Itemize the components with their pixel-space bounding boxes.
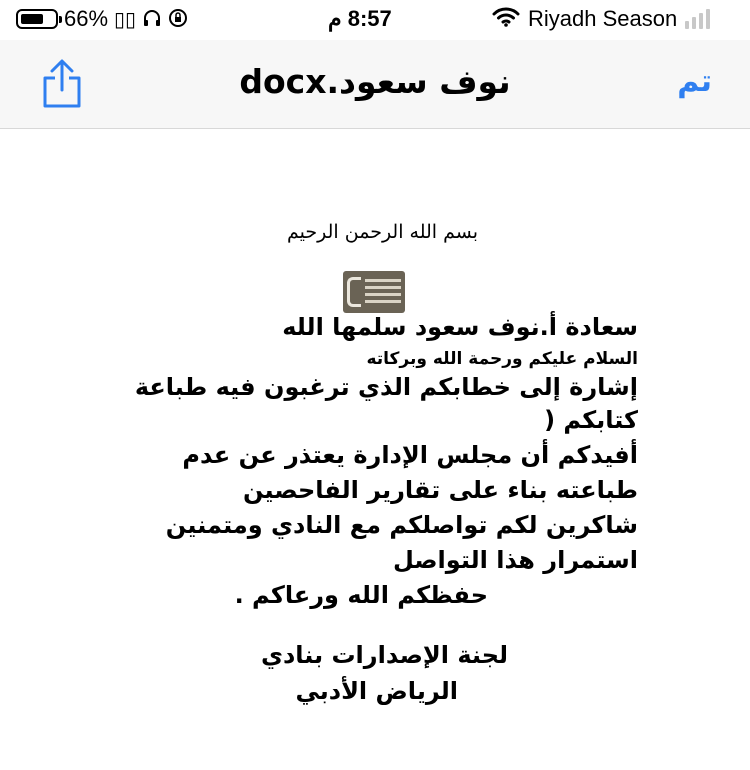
status-right	[492, 6, 710, 32]
headphones-icon	[142, 8, 162, 31]
document-view[interactable]	[0, 129, 750, 770]
closing-line: حفظكم الله ورعاكم .	[234, 581, 488, 609]
basmala-line: بسم الله الرحمن الرحيم	[287, 221, 478, 243]
greeting-line: السلام عليكم ورحمة الله وبركاته	[366, 349, 638, 369]
charging-lock-icon: ▯▯	[114, 7, 137, 31]
status-left	[16, 6, 188, 32]
body-line: شاكرين لكم تواصلكم مع النادي ومتمنين	[165, 511, 638, 539]
share-icon	[40, 58, 84, 110]
body-line: أفيدكم أن مجلس الإدارة يعتذر عن عدم	[182, 441, 638, 469]
body-line: إشارة إلى خطابكم الذي ترغبون فيه طباعة	[134, 373, 638, 401]
body-line: استمرار هذا التواصل	[392, 546, 638, 574]
orientation-lock-icon	[168, 8, 188, 31]
signature-line: لجنة الإصدارات بنادي	[260, 641, 508, 669]
nav-bar	[0, 40, 750, 129]
carrier-name: Riyadh Season	[528, 6, 678, 31]
body-line: كتابكم (	[544, 406, 638, 434]
done-button[interactable]: تم	[677, 64, 712, 99]
document-title: نوف سعود.docx	[239, 62, 511, 101]
signal-bars-icon	[685, 9, 710, 29]
body-line: طباعته بناء على تقارير الفاحصين	[242, 476, 638, 504]
battery-percent: 66%	[64, 6, 109, 31]
literary-club-logo-icon	[343, 271, 405, 313]
wifi-icon	[492, 7, 520, 31]
status-time: 8:57 م	[328, 6, 392, 31]
redaction-box	[404, 404, 494, 432]
share-button[interactable]	[40, 58, 84, 110]
status-bar	[0, 0, 750, 40]
salutation-line: سعادة أ.نوف سعود سلمها الله	[282, 313, 638, 341]
battery-icon	[16, 9, 58, 29]
signature-line: الرياض الأدبي	[295, 677, 458, 705]
